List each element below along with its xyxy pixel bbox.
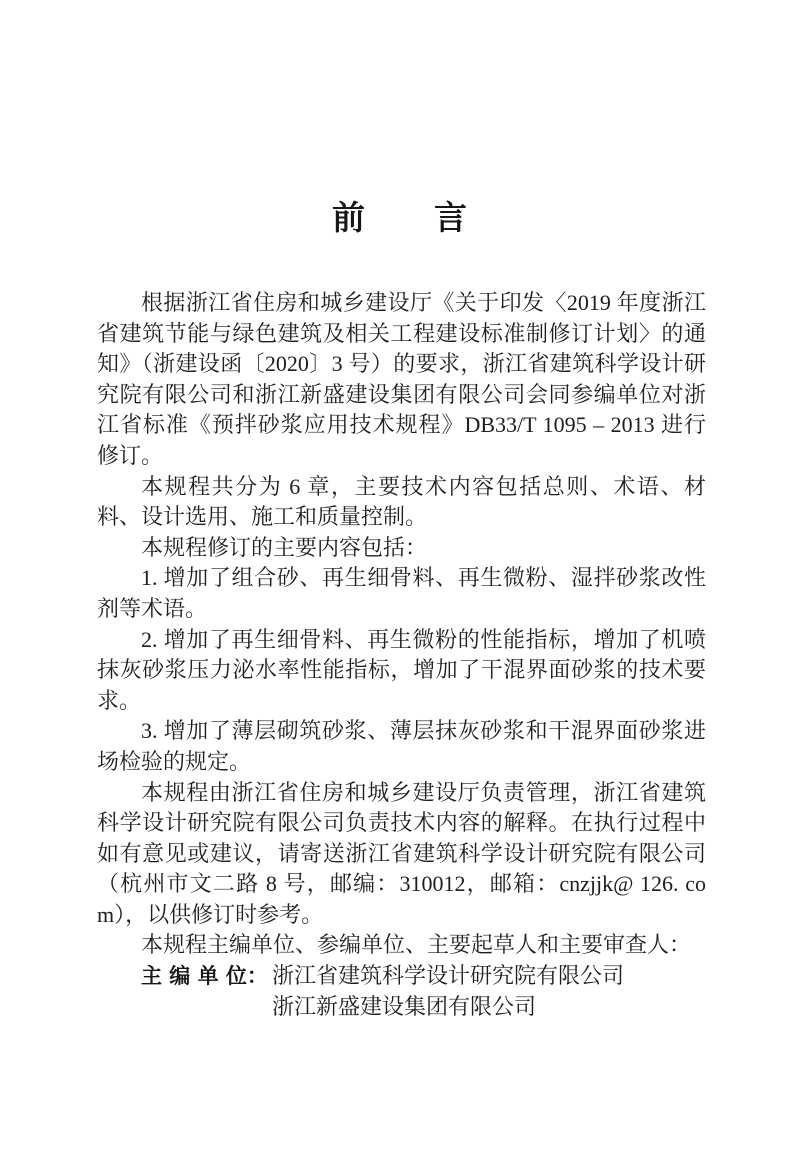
chief-editor-label: 主 编 单 位： — [141, 964, 268, 989]
page-title: 前 言 — [332, 198, 468, 237]
paragraph-basis: 根据浙江省住房和城乡建设厅《关于印发〈2019 年度浙江省建筑节能与绿色建筑及相关工程建设标准制修订计划〉的通知》（浙建设函〔2020〕3 号）的要求，浙江省建筑科学设计研究院有限公司和浙江新盛建设集团有限公司会同参编单位对浙江省标准《预拌砂浆应用技术规程》DB33/T 1095 – 2013 进行修订。 — [97, 290, 706, 468]
paragraph-management-contact: 本规程由浙江省住房和城乡建设厅负责管理，浙江省建筑科学设计研究院有限公司负责技术内容的解释。在执行过程中如有意见或建议，请寄送浙江省建筑科学设计研究院有限公司（杭州市文二路 8 号，邮编：310012，邮箱：cnzjjk@ 126. com），以供修订时参考。 — [97, 779, 706, 927]
revision-item-1: 1. 增加了组合砂、再生细骨料、再生微粉、湿拌砂浆改性剂等术语。 — [97, 565, 706, 621]
paragraph-credits-intro: 本规程主编单位、参编单位、主要起草人和主要审查人： — [141, 932, 692, 958]
chief-editor-org-1: 浙江省建筑科学设计研究院有限公司 — [272, 963, 625, 989]
revision-item-2: 2. 增加了再生细骨料、再生微粉的性能指标，增加了机喷抹灰砂浆压力泌水率性能指标，增加了干混界面砂浆的技术要求。 — [97, 626, 706, 713]
chief-editor-row — [97, 961, 706, 1022]
document-body — [97, 288, 706, 1022]
chief-editor-org-list — [272, 961, 706, 1022]
paragraph-chapters: 本规程共分为 6 章，主要技术内容包括总则、术语、材料、设计选用、施工和质量控制。 — [97, 473, 706, 530]
chief-editor-org-2: 浙江新盛建设集团有限公司 — [272, 993, 537, 1019]
revision-item-3: 3. 增加了薄层砌筑砂浆、薄层抹灰砂浆和干混界面砂浆进场检验的规定。 — [97, 718, 706, 774]
paragraph-revision-intro: 本规程修订的主要内容包括： — [141, 534, 428, 560]
